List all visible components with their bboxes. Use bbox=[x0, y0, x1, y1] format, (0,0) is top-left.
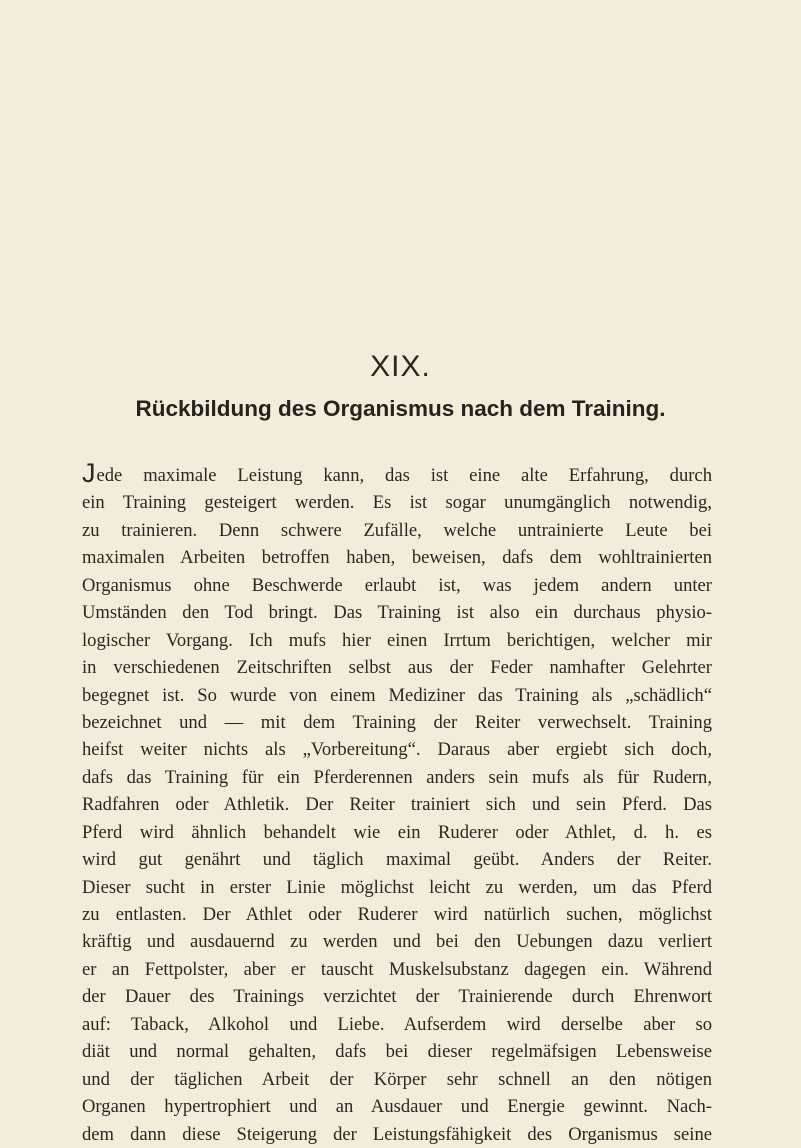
text-line: Radfahren oder Athletik. Der Reiter trainiert sich und sein Pferd. Das bbox=[82, 794, 712, 816]
chapter-number: XIX. bbox=[370, 350, 431, 383]
text-line: dafs das Training für ein Pferderennen anders sein mufs als für Rudern, bbox=[82, 766, 712, 788]
drop-cap: J bbox=[82, 458, 96, 488]
text-line: der Dauer des Trainings verzichtet der Trainierende durch Ehrenwort bbox=[82, 986, 712, 1008]
text-line: er an Fettpolster, aber er tauscht Muskelsubstanz dagegen ein. Während bbox=[82, 958, 712, 980]
text-line: in verschiedenen Zeitschriften selbst aus der Feder namhafter Gelehrter bbox=[82, 657, 712, 679]
text-line bbox=[82, 458, 712, 489]
text-line: dem dann diese Steigerung der Leistungsfähigkeit des Organismus seine bbox=[82, 1123, 712, 1145]
text-line: Organismus ohne Beschwerde erlaubt ist, was jedem andern unter bbox=[82, 574, 712, 596]
text-line: kräftig und ausdauernd zu werden und bei den Uebungen dazu verliert bbox=[82, 931, 712, 953]
text-line: ein Training gesteigert werden. Es ist sogar unumgänglich notwendig, bbox=[82, 492, 712, 514]
text-line: Umständen den Tod bringt. Das Training ist also ein durchaus physio- bbox=[82, 602, 712, 624]
text-line: Dieser sucht in erster Linie möglichst leicht zu werden, um das Pferd bbox=[82, 876, 712, 898]
text-line: zu trainieren. Denn schwere Zufälle, welche untrainierte Leute bei bbox=[82, 519, 712, 541]
chapter-title: Rückbildung des Organismus nach dem Training. bbox=[135, 396, 666, 421]
text-line: heifst weiter nichts als „Vorbereitung“. Daraus aber ergiebt sich doch, bbox=[82, 739, 712, 761]
text-line: begegnet ist. So wurde von einem Mediziner das Training als „schädlich“ bbox=[82, 684, 712, 706]
text-line-content: ede maximale Leistung kann, das ist eine alte Erfahrung, durch bbox=[96, 465, 712, 486]
text-line: zu entlasten. Der Athlet oder Ruderer wird natürlich suchen, möglichst bbox=[82, 904, 712, 925]
text-line: Organen hypertrophiert und an Ausdauer und Energie gewinnt. Nach- bbox=[82, 1096, 712, 1118]
body-text bbox=[82, 458, 712, 1148]
text-line: und der täglichen Arbeit der Körper sehr schnell an den nötigen bbox=[82, 1068, 712, 1090]
text-line: logischer Vorgang. Ich mufs hier einen Irrtum berichtigen, welcher mir bbox=[82, 629, 712, 651]
text-line: Pferd wird ähnlich behandelt wie ein Ruderer oder Athlet, d. h. es bbox=[82, 821, 712, 843]
text-line: auf: Taback, Alkohol und Liebe. Aufserdem wird derselbe aber so bbox=[82, 1013, 712, 1035]
text-line: bezeichnet und — mit dem Training der Reiter verwechselt. Training bbox=[82, 711, 712, 733]
text-line: wird gut genährt und täglich maximal geübt. Anders der Reiter. bbox=[82, 849, 712, 871]
text-line: maximalen Arbeiten betroffen haben, beweisen, dafs dem wohltrainierten bbox=[82, 547, 712, 569]
text-line: diät und normal gehalten, dafs bei dieser regelmäfsigen Lebensweise bbox=[82, 1041, 712, 1063]
